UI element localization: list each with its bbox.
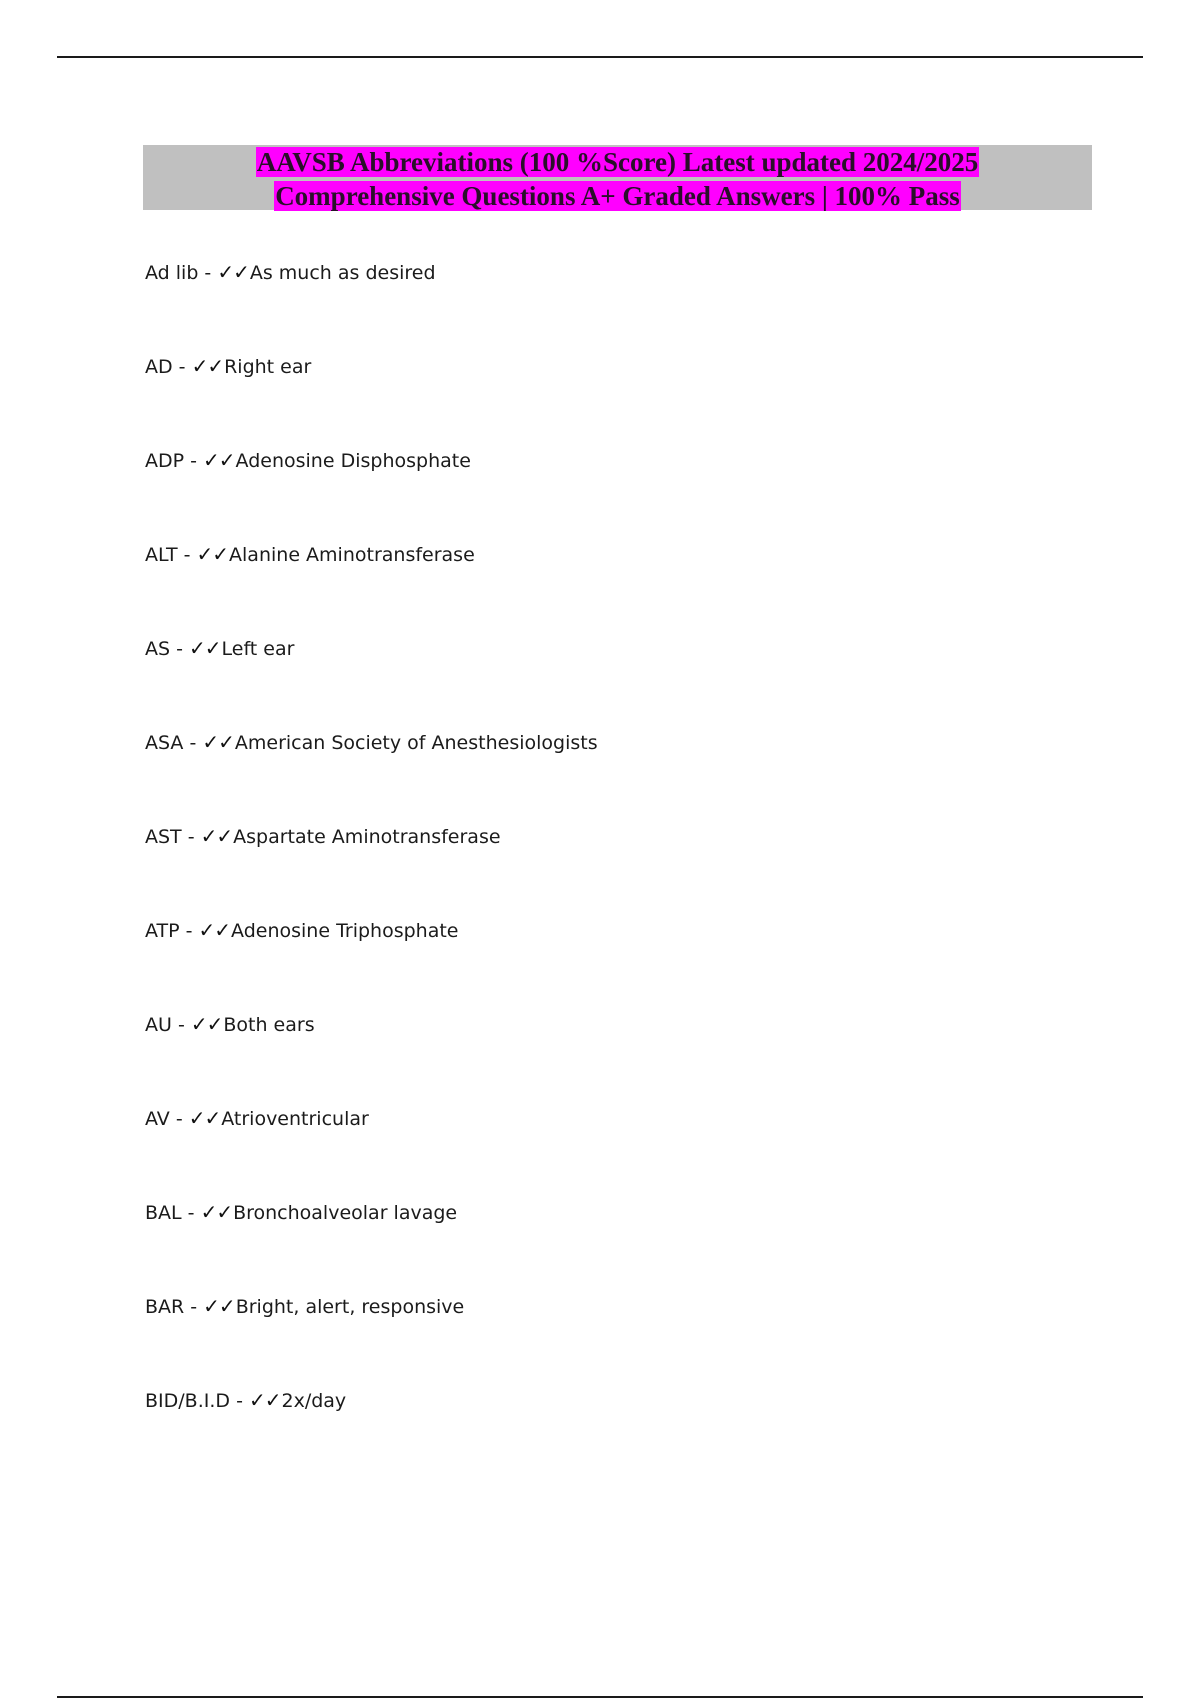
entry-term: AST (145, 826, 182, 848)
double-check-icon: ✓✓ (202, 730, 234, 754)
double-check-icon: ✓✓ (217, 260, 249, 284)
entry-definition: Bright, alert, responsive (235, 1296, 465, 1318)
entry-definition: Alanine Aminotransferase (229, 544, 475, 566)
entry-separator: - (230, 1390, 249, 1412)
double-check-icon: ✓✓ (188, 1106, 221, 1130)
entry-definition: As much as desired (249, 262, 436, 284)
title-line-1-text: AAVSB Abbreviations (100 %Score) Latest updated 2024/2025 (256, 147, 979, 177)
double-check-icon: ✓✓ (248, 1388, 281, 1412)
list-item (145, 1104, 1045, 1198)
entry-definition: Adenosine Triphosphate (231, 920, 459, 942)
entry-separator: - (181, 826, 201, 848)
entry-term: BAL (145, 1202, 182, 1224)
title-line-2-text: Comprehensive Questions A+ Graded Answers | 100% Pass (275, 181, 960, 211)
entry-definition: Both ears (223, 1014, 315, 1036)
entry-term: BID/B.I.D (145, 1390, 231, 1412)
entry-term: AD (145, 356, 173, 378)
document-title-box (143, 145, 1092, 210)
entry-term: AS (145, 638, 171, 660)
double-check-icon: ✓✓ (190, 1012, 223, 1036)
entry-definition: Adenosine Disphosphate (235, 450, 471, 472)
entry-definition: American Society of Anesthesiologists (234, 732, 598, 754)
abbreviation-list (145, 258, 1045, 1480)
double-check-icon: ✓✓ (203, 448, 235, 472)
entry-separator: - (184, 450, 204, 472)
entry-separator: - (171, 1014, 191, 1036)
list-item (145, 1386, 1045, 1480)
double-check-icon: ✓✓ (196, 542, 229, 566)
header-rule (57, 56, 1143, 58)
list-item (145, 634, 1045, 728)
list-item (145, 1292, 1045, 1386)
double-check-icon: ✓✓ (189, 636, 221, 660)
list-item (145, 352, 1045, 446)
list-item (145, 1010, 1045, 1104)
title-line-2 (143, 179, 1092, 213)
entry-term: ATP (145, 920, 180, 942)
entry-separator: - (179, 920, 199, 942)
entry-term: BAR (145, 1296, 185, 1318)
double-check-icon: ✓✓ (191, 354, 224, 378)
list-item (145, 728, 1045, 822)
list-item (145, 822, 1045, 916)
list-item (145, 1198, 1045, 1292)
double-check-icon: ✓✓ (198, 918, 231, 942)
list-item (145, 540, 1045, 634)
list-item (145, 916, 1045, 1010)
entry-definition: 2x/day (281, 1390, 347, 1412)
entry-separator: - (198, 262, 218, 284)
entry-separator: - (172, 356, 192, 378)
entry-definition: Bronchoalveolar lavage (233, 1202, 458, 1224)
list-item (145, 258, 1045, 352)
title-line-1 (143, 145, 1092, 179)
entry-definition: Aspartate Aminotransferase (233, 826, 501, 848)
entry-separator: - (181, 1202, 201, 1224)
entry-term: AU (145, 1014, 172, 1036)
entry-definition: Left ear (221, 638, 295, 660)
entry-separator: - (184, 1296, 204, 1318)
footer-rule (57, 1696, 1143, 1698)
entry-term: ASA (145, 732, 184, 754)
entry-term: Ad lib (145, 262, 199, 284)
list-item (145, 446, 1045, 540)
entry-definition: Right ear (224, 356, 312, 378)
entry-definition: Atrioventricular (221, 1108, 369, 1130)
entry-separator: - (169, 1108, 189, 1130)
entry-separator: - (183, 732, 203, 754)
entry-separator: - (170, 638, 189, 660)
entry-term: ALT (145, 544, 178, 566)
double-check-icon: ✓✓ (200, 1200, 233, 1224)
entry-term: ADP (145, 450, 185, 472)
double-check-icon: ✓✓ (203, 1294, 235, 1318)
entry-separator: - (177, 544, 197, 566)
double-check-icon: ✓✓ (200, 824, 233, 848)
entry-term: AV (145, 1108, 170, 1130)
